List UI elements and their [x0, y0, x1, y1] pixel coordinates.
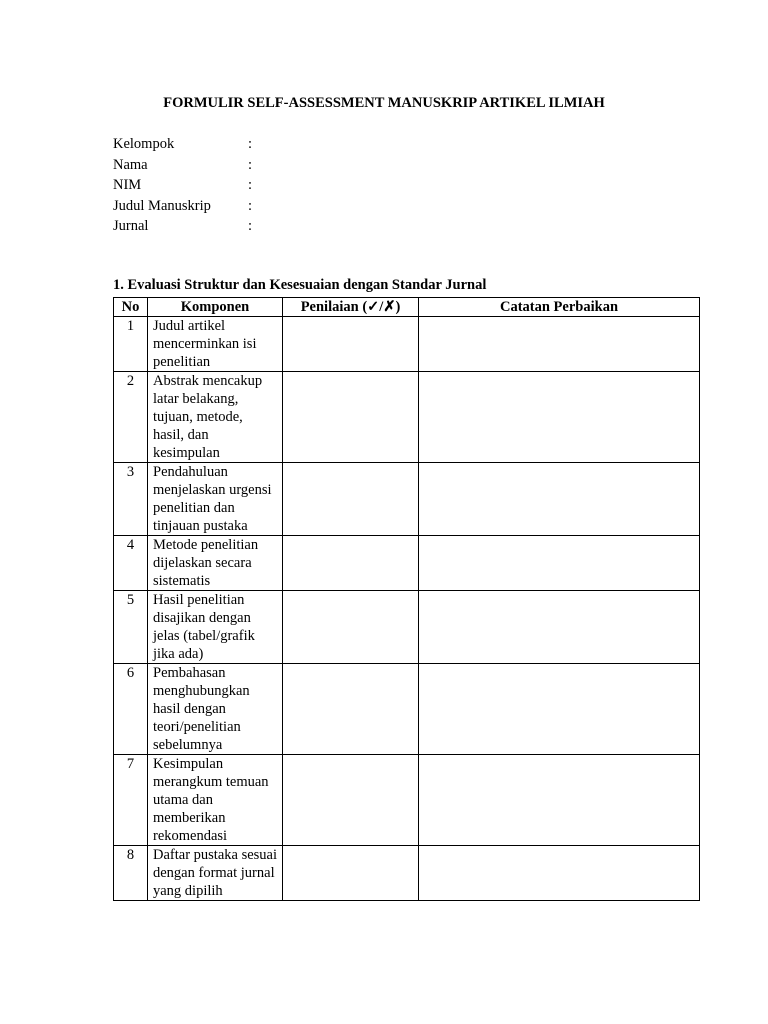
identity-separator: :: [248, 136, 253, 152]
table-row: [114, 846, 700, 901]
identity-fields: [113, 134, 260, 237]
row-number: 7: [114, 755, 148, 846]
komponen-cell: Pendahuluan menjelaskan urgensi penelitian dan tinjauan pustaka: [148, 463, 283, 536]
identity-label: Kelompok: [113, 136, 175, 152]
penilaian-cell[interactable]: [283, 664, 419, 755]
penilaian-cell[interactable]: [283, 372, 419, 463]
row-number: 4: [114, 536, 148, 591]
catatan-cell[interactable]: [419, 846, 700, 901]
table-row: [114, 664, 700, 755]
column-header-no: No: [114, 298, 148, 317]
identity-label: Jurnal: [113, 218, 149, 234]
identity-row-nama: [113, 155, 260, 176]
identity-row-kelompok: [113, 134, 260, 155]
catatan-cell[interactable]: [419, 463, 700, 536]
table-row: [114, 317, 700, 372]
penilaian-cell[interactable]: [283, 846, 419, 901]
identity-separator: :: [248, 156, 253, 173]
penilaian-cell[interactable]: [283, 317, 419, 372]
komponen-cell: Daftar pustaka sesuai dengan format jurnal yang dipilih: [148, 846, 283, 901]
catatan-cell[interactable]: [419, 372, 700, 463]
table-row: [114, 372, 700, 463]
table-row: [114, 536, 700, 591]
identity-separator: :: [248, 197, 253, 214]
komponen-cell: Judul artikel mencerminkan isi penelitian: [148, 317, 283, 372]
column-header-catatan: Catatan Perbaikan: [419, 298, 700, 317]
identity-row-nim: [113, 175, 260, 196]
identity-row-jurnal: [113, 216, 260, 237]
identity-separator: :: [248, 177, 253, 193]
evaluation-table: [113, 297, 700, 901]
komponen-cell: Kesimpulan merangkum temuan utama dan memberikan rekomendasi: [148, 755, 283, 846]
identity-label: Nama: [113, 156, 148, 173]
identity-row-judul-manuskrip: [113, 196, 260, 217]
section-heading: 1. Evaluasi Struktur dan Kesesuaian dengan Standar Jurnal: [113, 277, 487, 293]
komponen-cell: Pembahasan menghubungkan hasil dengan teori/penelitian sebelumnya: [148, 664, 283, 755]
page-title: FORMULIR SELF-ASSESSMENT MANUSKRIP ARTIKEL ILMIAH: [163, 95, 605, 111]
row-number: 2: [114, 372, 148, 463]
column-header-penilaian: Penilaian (✓/✗): [283, 298, 419, 317]
penilaian-cell[interactable]: [283, 591, 419, 664]
catatan-cell[interactable]: [419, 664, 700, 755]
catatan-cell[interactable]: [419, 536, 700, 591]
catatan-cell[interactable]: [419, 317, 700, 372]
table-header-row: [114, 298, 700, 317]
row-number: 5: [114, 591, 148, 664]
komponen-cell: Hasil penelitian disajikan dengan jelas (tabel/grafik jika ada): [148, 591, 283, 664]
komponen-cell: Metode penelitian dijelaskan secara sistematis: [148, 536, 283, 591]
catatan-cell[interactable]: [419, 755, 700, 846]
row-number: 8: [114, 846, 148, 901]
column-header-komponen: Komponen: [148, 298, 283, 317]
table-row: [114, 463, 700, 536]
row-number: 1: [114, 317, 148, 372]
komponen-cell: Abstrak mencakup latar belakang, tujuan, metode, hasil, dan kesimpulan: [148, 372, 283, 463]
table-row: [114, 755, 700, 846]
penilaian-cell[interactable]: [283, 536, 419, 591]
row-number: 3: [114, 463, 148, 536]
identity-separator: :: [248, 218, 253, 234]
penilaian-cell[interactable]: [283, 463, 419, 536]
penilaian-cell[interactable]: [283, 755, 419, 846]
catatan-cell[interactable]: [419, 591, 700, 664]
row-number: 6: [114, 664, 148, 755]
identity-label: Judul Manuskrip: [113, 197, 211, 214]
identity-label: NIM: [113, 177, 142, 193]
table-row: [114, 591, 700, 664]
